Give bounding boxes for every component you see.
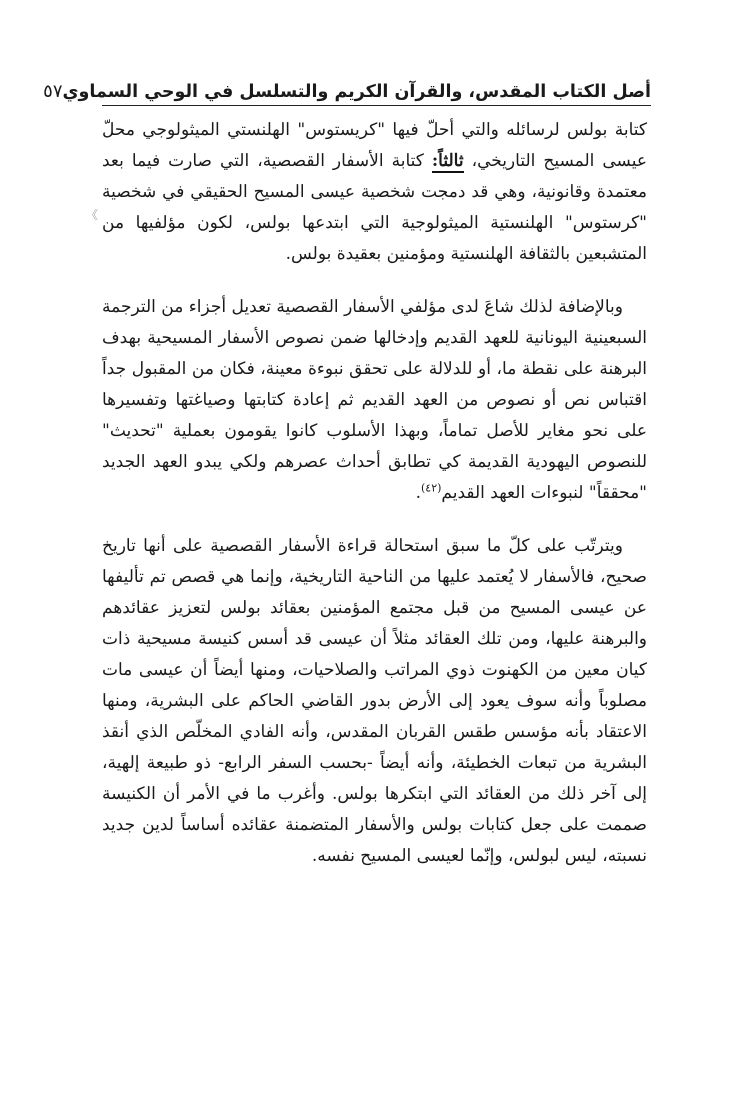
paragraph-3-text: ويترتّب على كلّ ما سبق استحالة قراءة الأسفار القصصية على أنها تاريخ صحيح، فالأسفار لا يُعتمد عليها من الناحية التاريخية، وإنما هي قصص تم تأليفها عن عيسى المسيح من قبل مجتمع المؤمنين بعقائد بولس لتعزيز عقائدهم والبرهنة عليها، ومن تلك العقائد مثلاً أن عيسى قد أسس كنيسة مسيحية ذات كيان معين من الكهنوت ذوي المراتب والصلاحيات، ومنها أيضاً أن عيسى مات مصلوباً وأنه سوف يعود إلى الأرض بدور القاضي الحاكم على البشرية، ومنها الاعتقاد بأنه مؤسس طقس القربان المقدس، وأنه الفادي المخلّص الذي أنقذ البشرية من تبعات الخطيئة، وأنه أيضاً -بحسب السفر الرابع- ذو طبيعة إلهية، إلى آخر ذلك من العقائد التي ابتكرها بولس. وأغرب ما في الأمر أن الكنيسة صممت على جعل كتابات بولس والأسفار المتضمنة عقائده أساساً لدين جديد نسبته، ليس لبولس، وإنّما لعيسى المسيح نفسه. [102,536,647,866]
footnote-ref-42[interactable]: (٤٢) [420,481,442,495]
running-title: أصل الكتاب المقدس، والقرآن الكريم والتسلسل في الوحي السماوي [62,82,651,102]
paragraph-1-text-b: كتابة الأسفار القصصية، التي صارت فيما بعد معتمدة وقانونية، وهي قد دمجت شخصية عيسى المسيح الحقيقي في شخصية "كرستوس" الهلنستية الميثولوجية التي ابتدعها بولس، لكون مؤلفيها من المتشبعين بالثقافة الهلنستية ومؤمنين بعقيدة بولس. [102,151,647,264]
paragraph-2 [102,292,647,509]
page-number: ٥٧ [43,81,63,102]
paragraph-3 [102,531,647,872]
paragraph-1 [102,115,647,270]
page-header [43,68,651,106]
paragraph-2-text: وبالإضافة لذلك شاعَ لدى مؤلفي الأسفار القصصية تعديل أجزاء من الترجمة السبعينية اليونانية للعهد القديم وإدخالها ضمن نصوص الأسفار المسيحية بهدف البرهنة على نقطة ما، أو للدلالة على تحقق نبوءة معينة، فكان من المقبول جداً اقتباس نص أو نصوص من العهد القديم ثم إعادة كتابتها وصياغتها وتفسيرها على نحو مغاير للأصل تماماً، وبهذا الأسلوب كانوا يقومون بعملية "تحديث" للنصوص اليهودية القديمة كي تطابق أحداث عصرهم ولكي يبدو العهد الجديد "محققاً" لنبوءات العهد القديم [102,297,647,503]
body-text [102,115,647,890]
paragraph-2-end: . [415,483,421,503]
paragraph-1-text-a: كتابة بولس لرسائله والتي أحلّ فيها "كريستوس" الهلنستي الميثولوجي محلّ عيسى المسيح التاريخي، [102,120,647,171]
margin-mark: 》 [86,208,99,222]
paragraph-1-bold-word: ثالثاً: [431,151,464,171]
